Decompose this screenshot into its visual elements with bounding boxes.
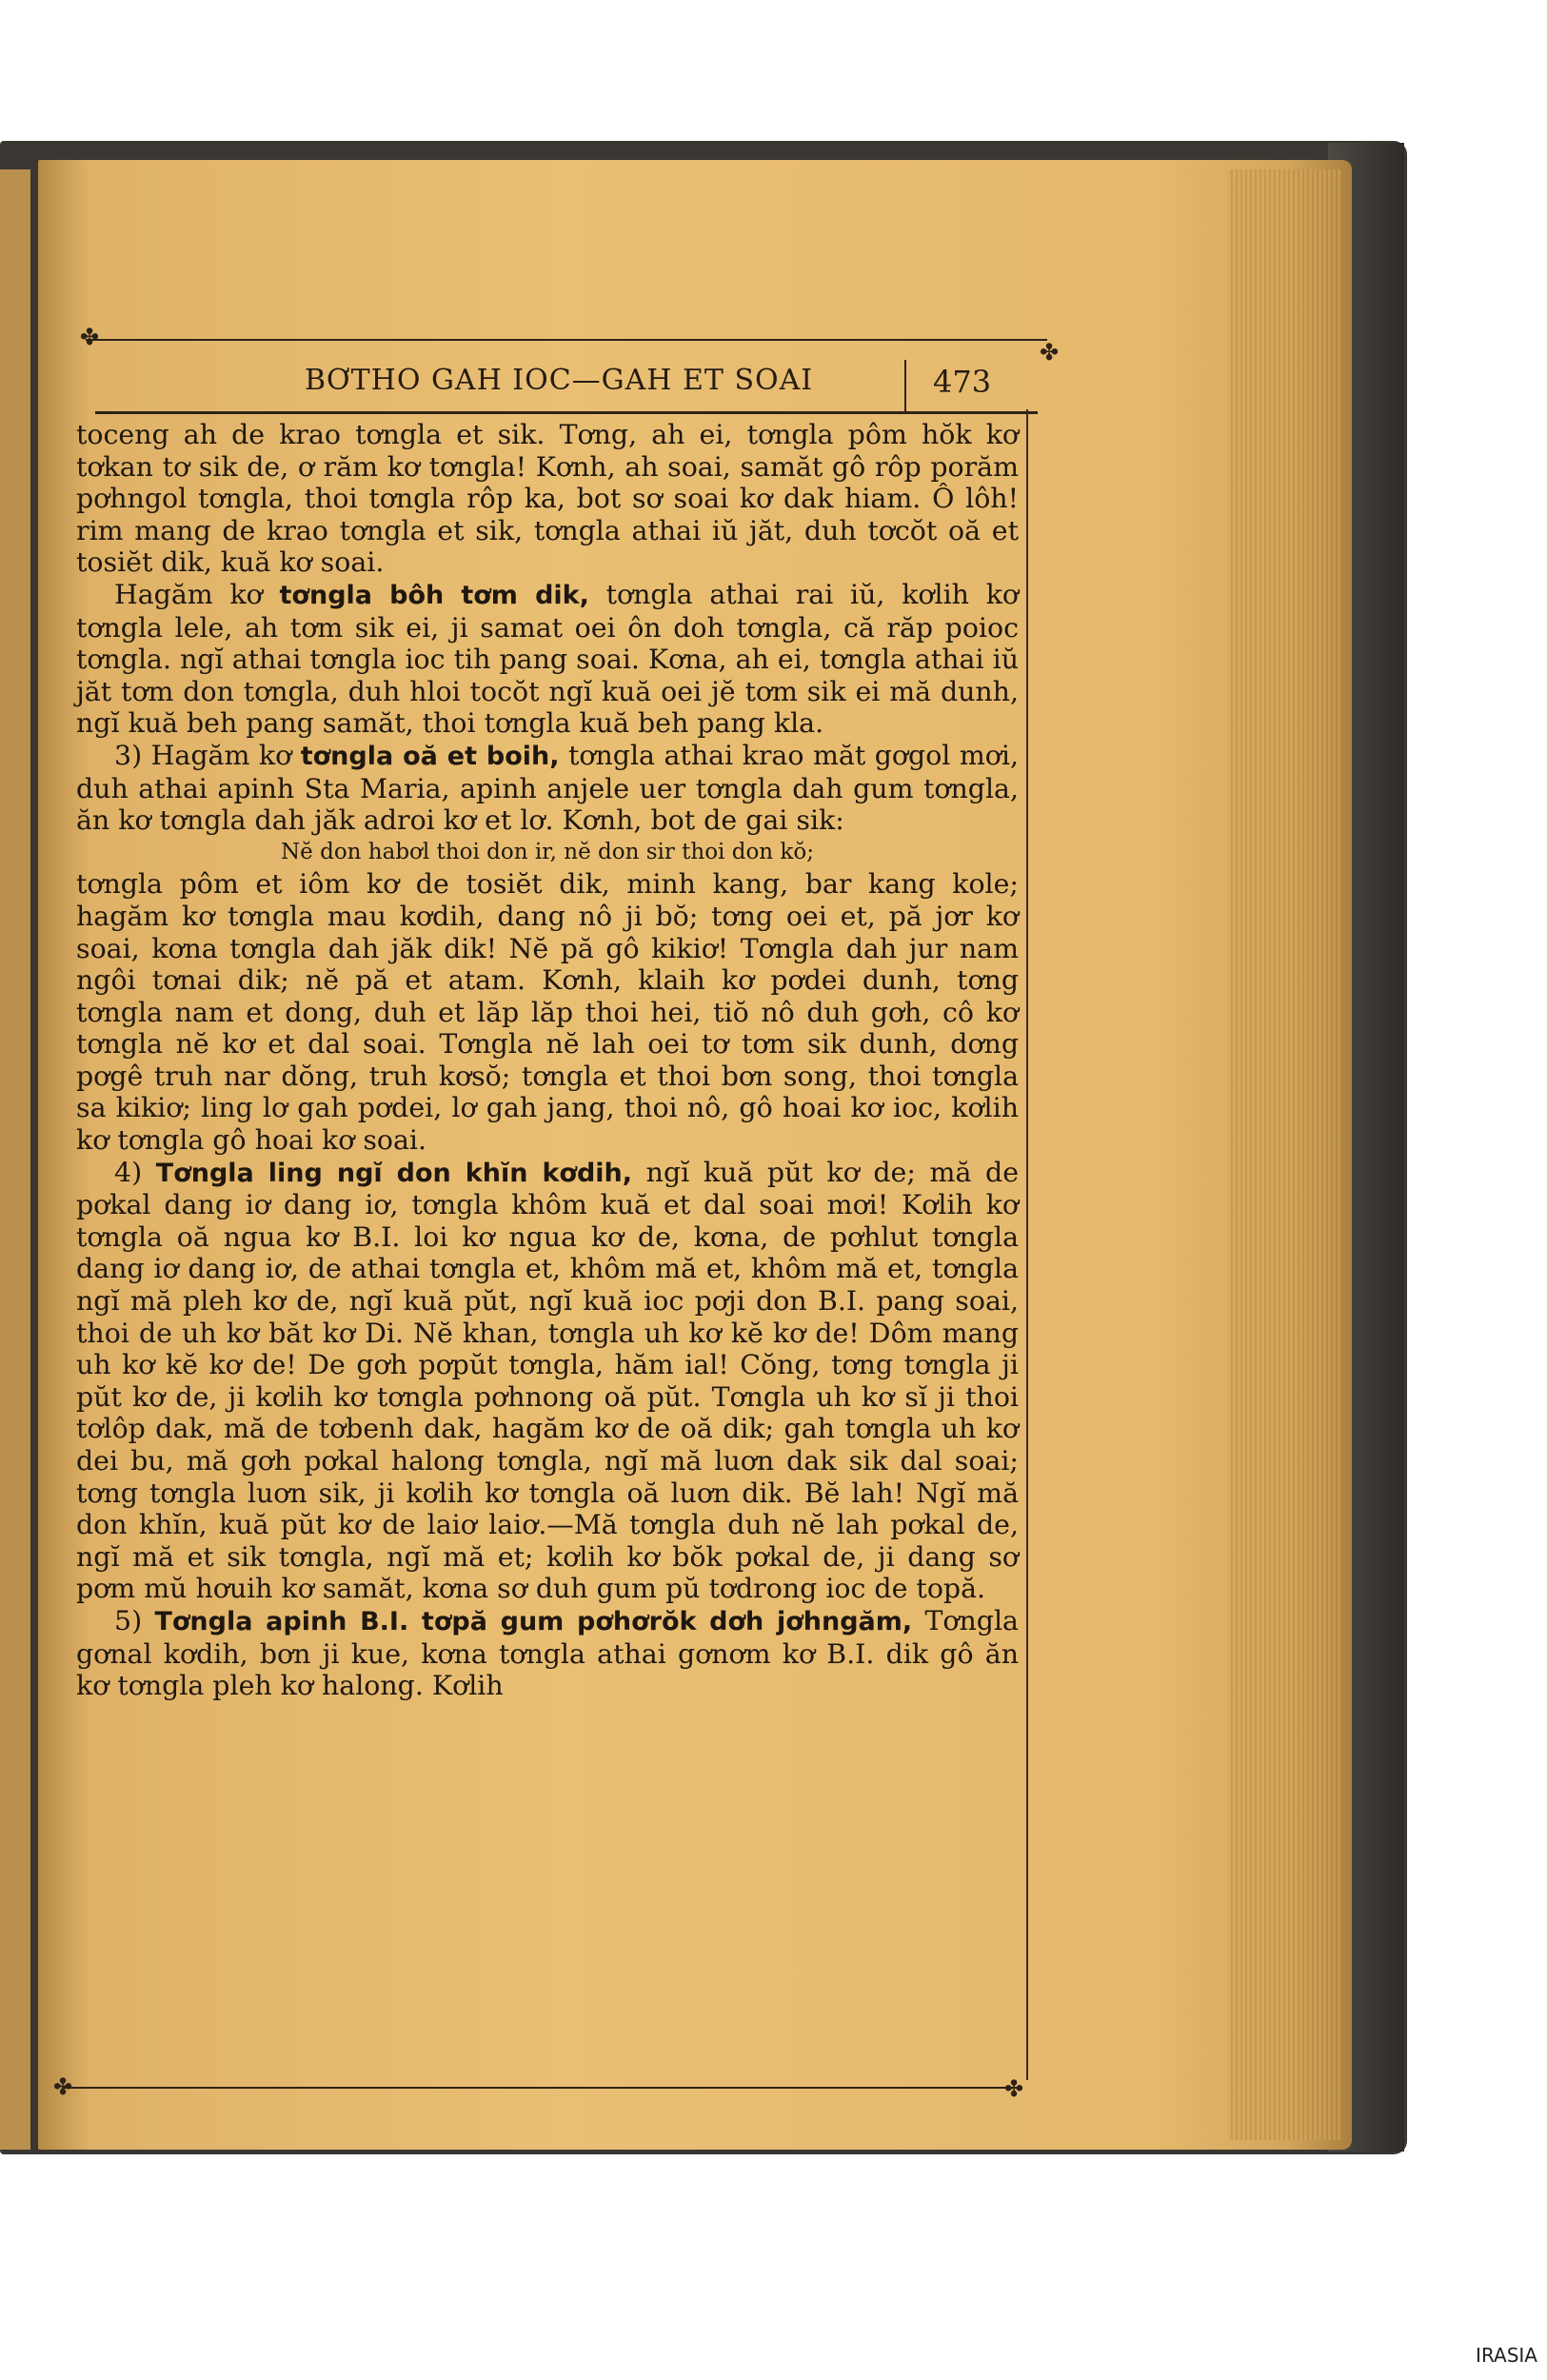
text-run: ngĭ kuă pŭt kơ de; mă de pơkal dang iơ dang iơ, tơngla khôm kuă et dal soai mơi! Kơlih kơ tơngla oă ngua kơ B.I. loi kơ ngua kơ de, kơna, de pơhlut tơngla dang iơ dang iơ, de athai tơngla et, khôm mă et, khôm mă et, tơngla ngĭ mă pleh kơ de, ngĭ kuă pŭt, ngĭ kuă ioc pơji don B.I. pang soai, thoi de uh kơ băt kơ Di. Nĕ khan, tơngla uh kơ kĕ kơ de! Dôm mang uh kơ kĕ kơ de! De gơh pơpŭt tơngla, hăm ial! Cŏng, tơng tơngla ji pŭt kơ de, ji kơlih kơ tơngla pơhnong oă pŭt. Tơngla uh kơ sĭ ji thoi tơlôp dak, mă de tơbenh dak, hagăm kơ de oă dik; gah tơngla uh kơ dei bu, mă gơh pơkal halong tơngla, ngĭ mă luơn dak sik dal soai; tơng tơngla luơn sik, ji kơlih kơ tơngla oă luơn dik. Bĕ lah! Ngĭ mă don khĭn, kuă pŭt kơ de laiơ laiơ.—Mă tơngla duh nĕ lah pơkal de, ngĭ mă et sik tơngla, ngĭ mă et; kơlih kơ bŏk pơkal de, ji dang sơ pơm mŭ hơuih kơ samăt, kơna sơ duh gum pŭ tơdrong ioc de topă. <box>76 1156 1019 1605</box>
bold-heading-phrase: Tơngla apinh B.I. tơpă gum pơhơrŏk dơh jơhngăm, <box>154 1606 913 1636</box>
top-ornament-rule <box>86 339 1047 341</box>
text-run: 4) <box>114 1156 156 1188</box>
paragraph <box>76 419 1019 579</box>
text-run: Hagăm kơ <box>114 578 280 610</box>
bold-heading-phrase: tơngla bôh tơm dik, <box>279 580 589 610</box>
paragraphs-before-poem <box>76 419 1019 837</box>
ornament-icon: ✤ <box>1040 339 1060 366</box>
text-run: 3) Hagăm kơ <box>114 739 301 771</box>
page-header <box>95 354 1038 414</box>
bold-heading-phrase: Tơngla ling ngĭ don khĭn kơdih, <box>155 1158 633 1188</box>
text-run: tơngla athai rai iŭ, kơlih kơ tơngla lele, ah tơm sik ei, ji samat oei ôn doh tơngla, că răp poioc tơngla. ngĭ athai tơngla ioc tih pang soai. Kơna, ah ei, tơngla athai iŭ jăt tơm don tơngla, duh hloi tocŏt ngĭ kuă oei jĕ tơm sik ei mă dunh, ngĭ kuă beh pang samăt, thoi tơngla kuă beh pang kla. <box>76 578 1019 740</box>
page-number: 473 <box>933 364 992 400</box>
paragraph <box>76 579 1019 740</box>
text-run: tơngla athai krao măt gơgol mơi, duh athai apinh Sta Maria, apinh anjele uer tơngla dah gum tơngla, ăn kơ tơngla dah jăk adroi kơ et lơ. Kơnh, bot de gai sik: <box>76 739 1020 837</box>
paragraph <box>76 1605 1019 1702</box>
ornament-icon: ✤ <box>53 2073 73 2100</box>
ornament-icon: ✤ <box>1004 2075 1024 2102</box>
paragraph <box>76 740 1019 837</box>
text-run: tơngla pôm et iôm kơ de tosiĕt dik, minh kang, bar kang kole; hagăm kơ tơngla mau kơdih, dang nô ji bŏ; tơng oei et, pă jơr kơ soai, kơna tơngla dah jăk dik! Nĕ pă gô kikiơ! Tơngla dah jur nam ngôi tơnai dik; nĕ pă et atam. Kơnh, klaih kơ pơdei dunh, tơng tơngla nam et dong, duh et lăp lăp thoi hei, tiŏ nô duh gơh, cô kơ tơngla nĕ kơ et dal soai. Tơngla nĕ lah oei tơ tơm sik dunh, dơng pơgê truh nar dŏng, truh kơsŏ; tơngla et thoi bơn song, thoi tơngla sa kikiơ; ling lơ gah pơdei, lơ gah jang, thoi nô, gô hoai kơ ioc, kơlih kơ tơngla gô hoai kơ soai. <box>76 868 1019 1157</box>
paragraph <box>76 1157 1019 1605</box>
paragraphs-after-poem <box>76 868 1019 1701</box>
ornament-icon: ✤ <box>80 324 100 350</box>
paragraph <box>76 868 1019 1156</box>
bold-heading-phrase: tơngla oă et boih, <box>300 741 560 771</box>
running-head: BƠTHO GAH IOC—GAH ET SOAI <box>305 364 814 397</box>
header-divider <box>904 360 906 411</box>
text-run: toceng ah de krao tơngla et sik. Tơng, ah ei, tơngla pôm hŏk kơ tơkan tơ sik de, ơ răm kơ tơngla! Kơnh, ah soai, samăt gô rôp porăm pơhngol tơngla, thoi tơngla rôp ka, bot sơ soai kơ dak hiam. Ô lôh! rim mang de krao tơngla et sik, tơngla athai iŭ jăt, duh tơcŏt oă et tosiĕt dik, kuă kơ soai. <box>76 419 1019 579</box>
bottom-ornament-rule <box>62 2087 1019 2089</box>
page-block-edges <box>1228 169 1342 2140</box>
text-run: Tơngla gơnal kơdih, bơn ji kue, kơna tơngla athai gơnơm kơ B.I. dik gô ăn kơ tơngla pleh kơ halong. Kơlih <box>76 1604 1019 1702</box>
poem-line: Nĕ don habơl thoi don ir, nĕ don sir thoi don kŏ; <box>281 839 814 864</box>
page-body <box>76 419 1019 1702</box>
text-run: 5) <box>114 1604 155 1636</box>
image-credit: IRASIA <box>1476 2344 1537 2367</box>
right-margin-rule <box>1026 409 1028 2080</box>
facing-page-edge <box>0 169 30 2150</box>
